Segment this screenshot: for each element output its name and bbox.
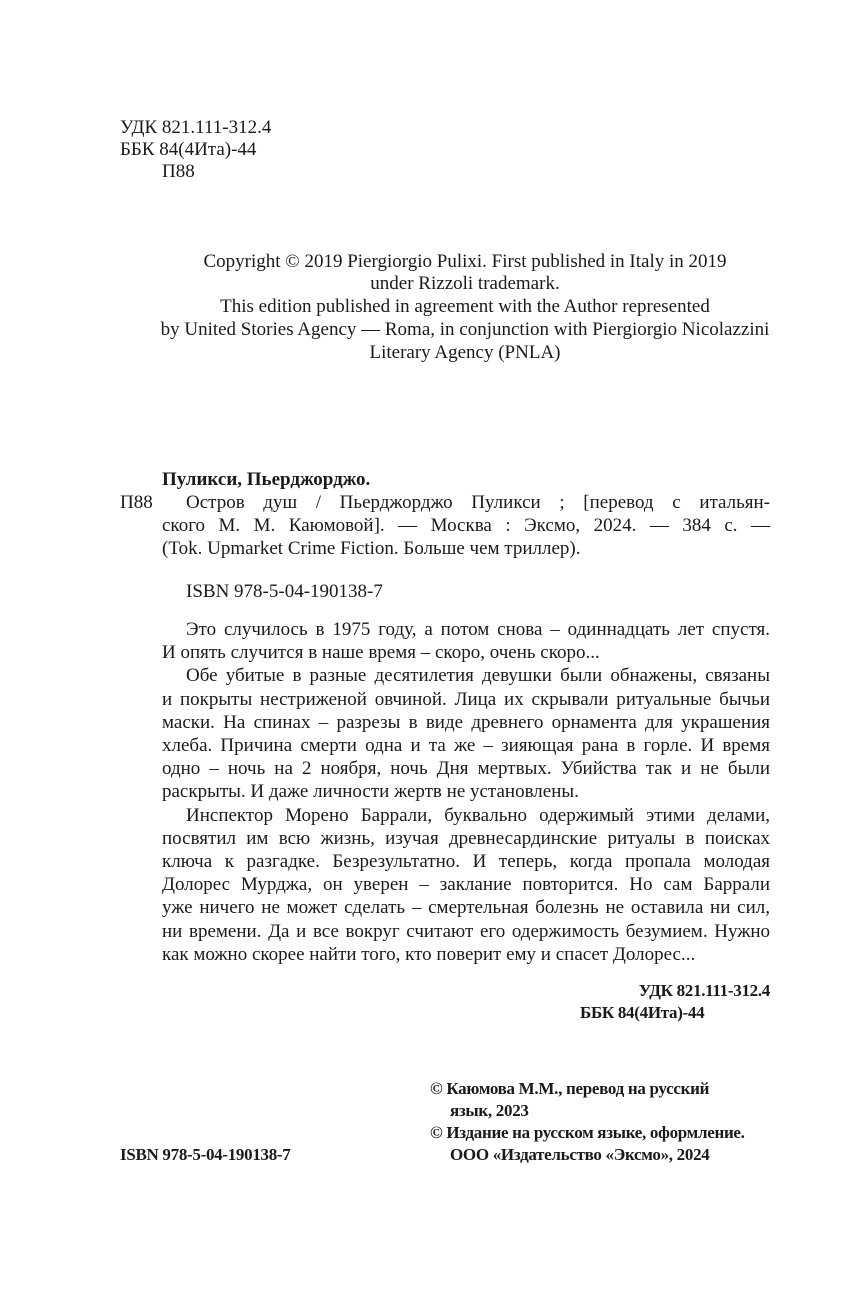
copyright-line: by United Stories Agency — Roma, in conjunction with Piergiorgio Nicolazzini [160, 319, 770, 340]
rights-line: © Каюмова М.М., перевод на русский [430, 1079, 710, 1098]
annotation-line: И опять случится в наше время – скоро, очень скоро... [162, 642, 600, 664]
catalog-line: (Tok. Upmarket Crime Fiction. Больше чем триллер). [162, 538, 581, 559]
annotation-line: маски. На спинах – разрезы в виде древнего орнамента для украшения [162, 711, 770, 733]
copyright-line: This edition published in agreement with the Author represented [220, 296, 710, 317]
catalog-mark: П88 [120, 492, 153, 513]
bottom-isbn: ISBN 978-5-04-190138-7 [120, 1145, 291, 1164]
rights-line: ООО «Издательство «Эксмо», 2024 [450, 1145, 710, 1164]
copyright-line: under Rizzoli trademark. [370, 273, 560, 294]
annotation-line: уже ничего не может сделать – смертельная болезнь не оставила ни сил, [162, 897, 770, 919]
annotation-line: Долорес Мурджа, он уверен – заклание повторится. Но сам Баррали [162, 874, 770, 896]
top-udk: УДК 821.111-312.4 [120, 117, 272, 138]
copyright-line: Literary Agency (PNLA) [369, 342, 561, 363]
annotation-line: ни времени. Да и все вокруг считают его одержимость безумием. Нужно [162, 920, 770, 942]
rights-line: © Издание на русском языке, оформление. [430, 1123, 745, 1142]
catalog-author: Пуликси, Пьерджорджо. [162, 469, 371, 490]
catalog-line: Остров душ / Пьерджорджо Пуликси ; [перевод с итальян- [186, 492, 770, 513]
annotation-line: и покрыты нестриженой овчиной. Лица их скрывали ритуальные бычьи [162, 688, 770, 710]
annotation-line: одно – ночь на 2 ноября, ночь Дня мертвых. Убийства так и не были [162, 758, 770, 780]
annotation-line: как можно скорее найти того, кто поверит ему и спасет Долорес... [162, 943, 696, 965]
annotation-line: хлеба. Причина смерти одна и та же – зияющая рана в горле. И время [162, 735, 770, 756]
copyright-line: Copyright © 2019 Piergiorgio Pulixi. First published in Italy in 2019 [203, 251, 727, 272]
bottom-udk: УДК 821.111-312.4 [638, 981, 770, 1000]
top-author-mark: П88 [162, 161, 195, 182]
annotation-line: Инспектор Морено Баррали, буквально одержимый этими делами, [186, 804, 770, 826]
annotation-line: ключа к разгадке. Безрезультатно. И теперь, когда пропала молодая [162, 851, 770, 872]
annotation-line: Это случилось в 1975 году, а потом снова – одиннадцать лет спустя. [186, 619, 770, 640]
annotation-line: Обе убитые в разные десятилетия девушки были обнажены, связаны [186, 665, 770, 687]
top-bbk: ББК 84(4Ита)-44 [120, 139, 257, 160]
bottom-bbk: ББК 84(4Ита)-44 [580, 1003, 705, 1022]
catalog-isbn: ISBN 978-5-04-190138-7 [186, 581, 383, 602]
annotation-line: посвятил им всю жизнь, изучая древнесардинские ритуалы в поисках [162, 827, 770, 849]
catalog-line: ского М. М. Каюмовой]. — Москва : Эксмо, 2024. — 384 с. — [162, 515, 770, 536]
rights-line: язык, 2023 [450, 1101, 529, 1120]
annotation-line: раскрыты. И даже личности жертв не установлены. [162, 781, 579, 803]
